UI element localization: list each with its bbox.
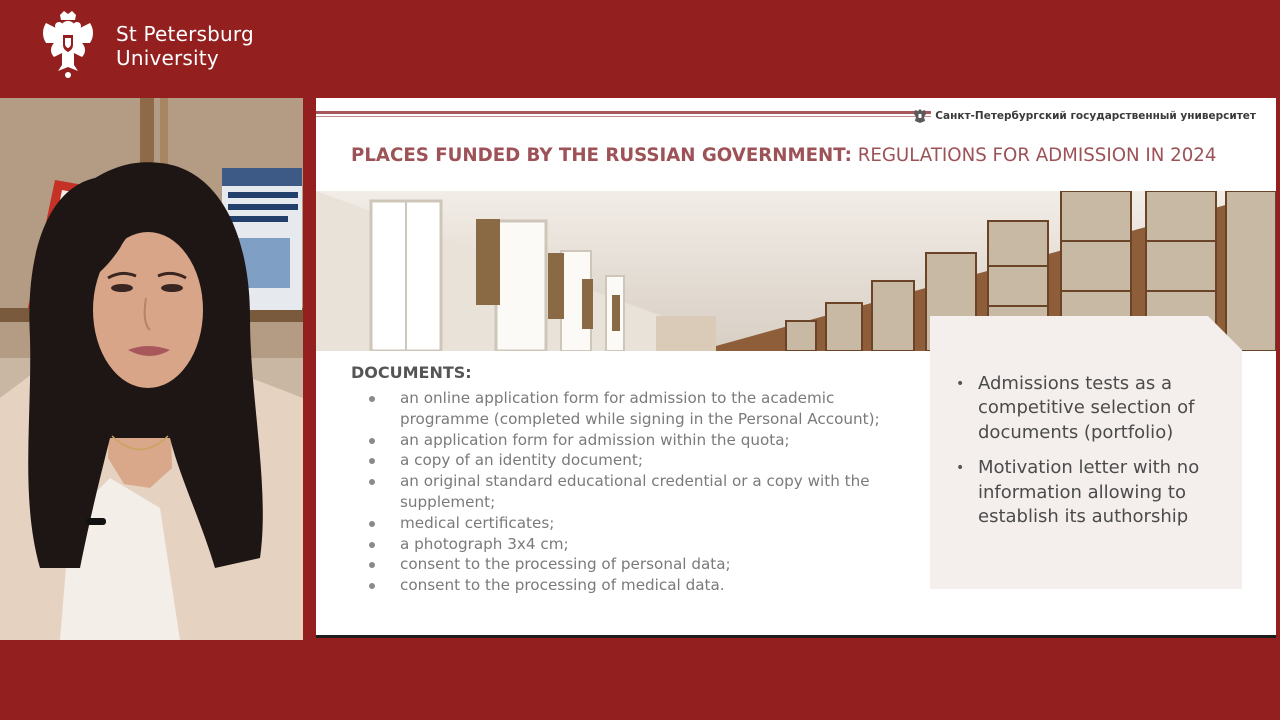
document-item: a photograph 3x4 cm; <box>366 534 921 555</box>
university-brand <box>116 22 254 70</box>
document-item: an original standard educational credential or a copy with the supplement; <box>366 471 921 513</box>
document-item: consent to the processing of medical data. <box>366 575 921 596</box>
slide-title <box>351 145 1251 166</box>
university-emblem-icon <box>36 9 100 81</box>
document-item: an online application form for admission to the academic programme (completed while signing in the Personal Account); <box>366 388 921 430</box>
slide-title-bold: PLACES FUNDED BY THE RUSSIAN GOVERNMENT: <box>351 145 852 166</box>
admission-point: • Admissions tests as a competitive selection of documents (portfolio) <box>956 372 1236 445</box>
admission-points-list <box>956 372 1236 540</box>
documents-heading: DOCUMENTS: <box>351 363 472 382</box>
brand-line-1: St Petersburg <box>116 22 254 46</box>
document-item: medical certificates; <box>366 513 921 534</box>
slide-title-rest: REGULATIONS FOR ADMISSION IN 2024 <box>851 145 1217 166</box>
presentation-slide <box>316 98 1276 638</box>
document-item: consent to the processing of personal data; <box>366 554 921 575</box>
slide-bottom-strip <box>316 635 1276 638</box>
university-mini-emblem-icon <box>913 108 927 124</box>
slide-header-rule <box>316 111 931 114</box>
brand-line-2: University <box>116 46 219 70</box>
slide-header-rule-thin <box>316 116 931 117</box>
presenter-video <box>0 98 303 640</box>
document-item: an application form for admission within the quota; <box>366 430 921 451</box>
admission-point: • Motivation letter with no information allowing to establish its authorship <box>956 456 1236 529</box>
slide-university-name: Санкт-Петербургский государственный университет <box>935 110 1256 122</box>
document-item: a copy of an identity document; <box>366 450 921 471</box>
slide-university-header <box>913 108 1256 124</box>
documents-list <box>366 388 921 596</box>
